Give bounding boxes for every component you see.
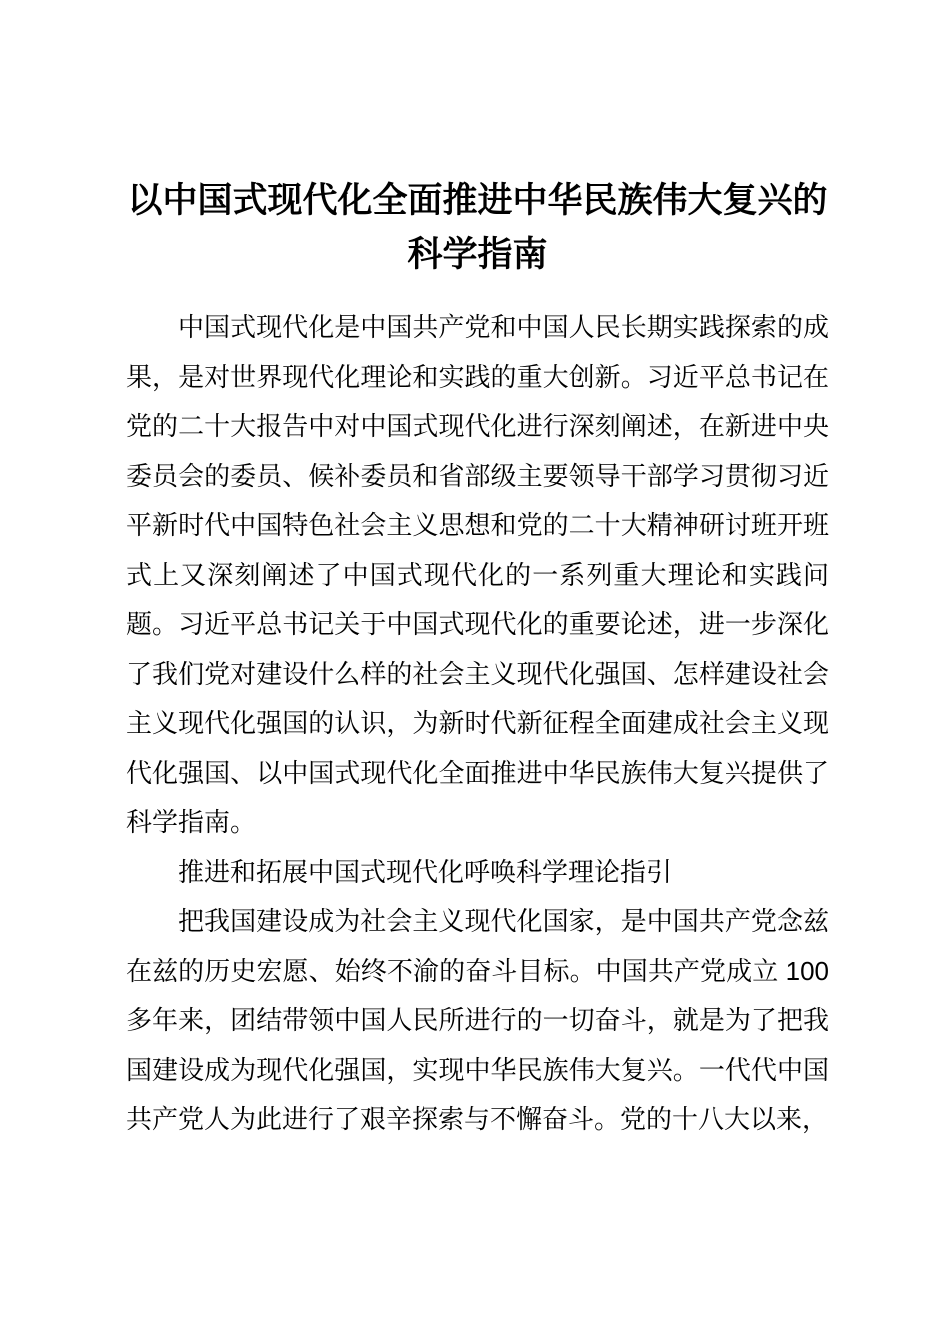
document-title-line-1: 以中国式现代化全面推进中华民族伟大复兴的 [127,181,828,220]
section-subheading: 推进和拓展中国式现代化呼唤科学理论指引 [178,857,673,887]
document-title [126,174,829,282]
body-paragraph-1: 中国式现代化是中国共产党和中国人民长期实践探索的成果，是对世界现代化理论和实践的重大创新。习近平总书记在党的二十大报告中对中国式现代化进行深刻阐述，在新进中央委员会的委员、候补委员和省部级主要领导干部学习贯彻习近平新时代中国特色社会主义思想和党的二十大精神研讨班开班式上又深刻阐述了中国式现代化的一系列重大理论和实践问题。习近平总书记关于中国式现代化的重要论述，进一步深化了我们党对建设什么样的社会主义现代化强国、怎样建设社会主义现代化强国的认识，为新时代新征程全面建成社会主义现代化强国、以中国式现代化全面推进中华民族伟大复兴提供了科学指南。 [126,312,829,837]
document-title-line-2: 科学指南 [407,235,548,274]
body-paragraph-2: 把我国建设成为社会主义现代化国家，是中国共产党念兹在兹的历史宏愿、始终不渝的奋斗目标。中国共产党成立 100 多年来，团结带领中国人民所进行的一切奋斗，就是为了把我国建设成为现代化强国，实现中华民族伟大复兴。一代代中国共产党人为此进行了艰辛探索与不懈奋斗。党的十八大以来， [126,906,829,1134]
